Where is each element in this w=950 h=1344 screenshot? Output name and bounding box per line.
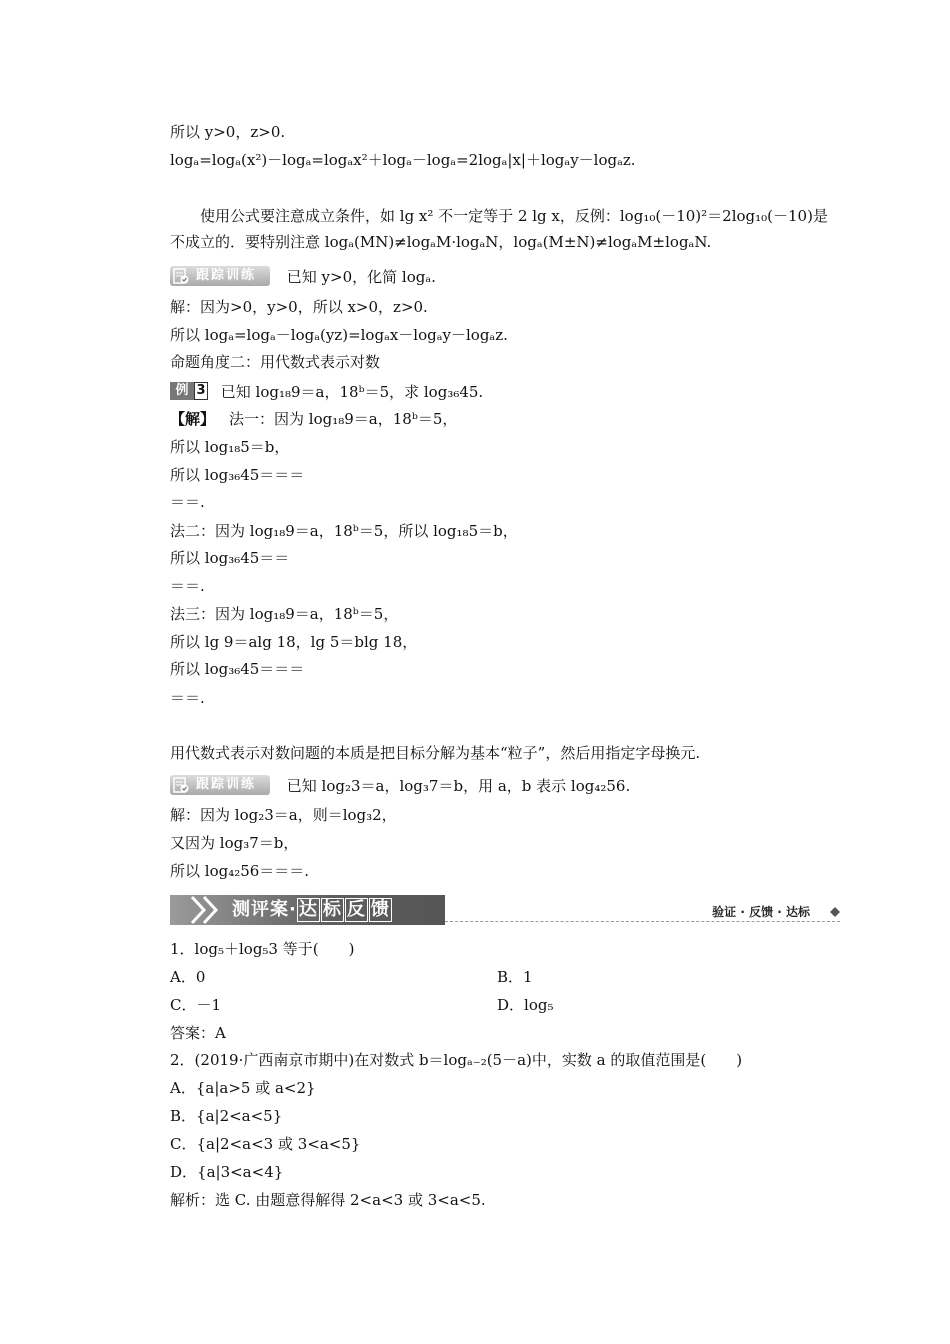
diamond-icon <box>830 907 840 917</box>
dashed-divider <box>445 921 840 922</box>
text-line: ＝＝. <box>170 689 205 707</box>
note-paragraph: 用代数式表示对数问题的本质是把目标分解为基本“粒子”，然后用指定字母换元. <box>170 744 701 762</box>
question-2: 2．(2019·广西南京市期中)在对数式 b＝logₐ₋₂(5－a)中，实数 a 的取值范围是( ) <box>170 1051 743 1069</box>
section-title-char: 馈 <box>370 899 390 920</box>
track-training-2 <box>170 775 630 797</box>
text-line: 所以 log₃₆45＝＝ <box>170 549 290 567</box>
notebook-check-icon <box>173 268 189 284</box>
option-b: B．{a|2<a<5} <box>170 1107 283 1125</box>
explanation: 解析：选 C. 由题意得解得 2<a<3 或 3<a<5. <box>170 1191 486 1209</box>
notebook-check-icon <box>173 777 189 793</box>
section-title-char: 达 <box>298 899 318 920</box>
track-training-1 <box>170 266 436 288</box>
option-d: D．log₅ <box>497 996 554 1014</box>
option-a: A．0 <box>170 968 206 986</box>
section-header-bar <box>170 893 840 927</box>
answer: 答案：A <box>170 1024 226 1042</box>
text-line: 所以 logₐ=logₐ－logₐ(yz)=logₐx－logₐy－logₐz. <box>170 326 508 344</box>
option-b: B．1 <box>497 968 533 986</box>
badge-label: 跟踪训练 <box>196 268 257 283</box>
text-line: 所以 y>0，z>0. <box>170 123 286 141</box>
text-line: 所以 lg 9＝alg 18，lg 5＝blg 18， <box>170 633 418 651</box>
text-line: 所以 log₁₈5＝b， <box>170 438 290 456</box>
text-line: 法三：因为 log₁₈9＝a，18ᵇ＝5， <box>170 605 399 623</box>
example-number: 3 <box>194 382 208 400</box>
text-line: 所以 log₄₂56＝＝＝. <box>170 862 310 880</box>
section-title <box>232 895 393 925</box>
option-c: C．{a|2<a<3 或 3<a<5} <box>170 1135 361 1153</box>
example-label: 例 <box>170 382 194 400</box>
solution-line <box>170 408 457 430</box>
text-line: 所以 log₃₆45＝＝＝ <box>170 660 305 678</box>
track-training-badge <box>170 775 270 795</box>
question-text: 已知 y>0，化简 logₐ. <box>286 268 436 286</box>
example-badge <box>170 382 208 400</box>
option-c: C．－1 <box>170 996 222 1014</box>
solution-head: 【解】 <box>170 410 216 428</box>
text-line: 法二：因为 log₁₈9＝a，18ᵇ＝5，所以 log₁₈5＝b， <box>170 522 518 540</box>
badge-label: 跟踪训练 <box>196 777 257 792</box>
text-line: 又因为 log₃7＝b， <box>170 834 299 852</box>
subheading: 命题角度二：用代数式表示对数 <box>170 353 381 371</box>
section-title-char: 反 <box>346 899 366 920</box>
text-line: ＝＝. <box>170 493 205 511</box>
text-line: 解：因为>0，y>0，所以 x>0，z>0. <box>170 298 428 316</box>
text-line: ＝＝. <box>170 577 205 595</box>
question-text: 已知 log₂3＝a，log₃7＝b，用 a，b 表示 log₄₂56. <box>286 777 631 795</box>
track-training-badge <box>170 266 270 286</box>
option-a: A．{a|a>5 或 a<2} <box>170 1079 316 1097</box>
section-title-plain: 测评案· <box>232 899 297 920</box>
note-paragraph: 使用公式要注意成立条件，如 lg x² 不一定等于 2 lg x，反例：log₁₀(－10)²＝2log₁₀(－10)是不成立的．要特别注意 logₐ(MN)≠logₐM·logₐN，logₐ(M±N)≠logₐM±logₐN. <box>170 207 828 251</box>
text-line: 所以 log₃₆45＝＝＝ <box>170 466 305 484</box>
section-subtitle: 验证 · 反馈 · 达标 <box>712 905 810 919</box>
text-line: 解：因为 log₂3＝a，则＝log₃2， <box>170 806 397 824</box>
example-3 <box>170 381 483 403</box>
question-1: 1．log₅＋log₅3 等于( ) <box>170 940 355 958</box>
text-line: 法一：因为 log₁₈9＝a，18ᵇ＝5， <box>229 410 458 428</box>
option-d: D．{a|3<a<4} <box>170 1163 284 1181</box>
question-text: 已知 log₁₈9＝a，18ᵇ＝5，求 log₃₆45. <box>220 383 484 401</box>
text-line: logₐ=logₐ(x²)－logₐ=logₐx²＋logₐ－logₐ=2logₐ|x|＋logₐy－logₐz. <box>170 151 636 169</box>
double-chevron-icon <box>188 895 228 925</box>
section-title-char: 标 <box>322 899 342 920</box>
